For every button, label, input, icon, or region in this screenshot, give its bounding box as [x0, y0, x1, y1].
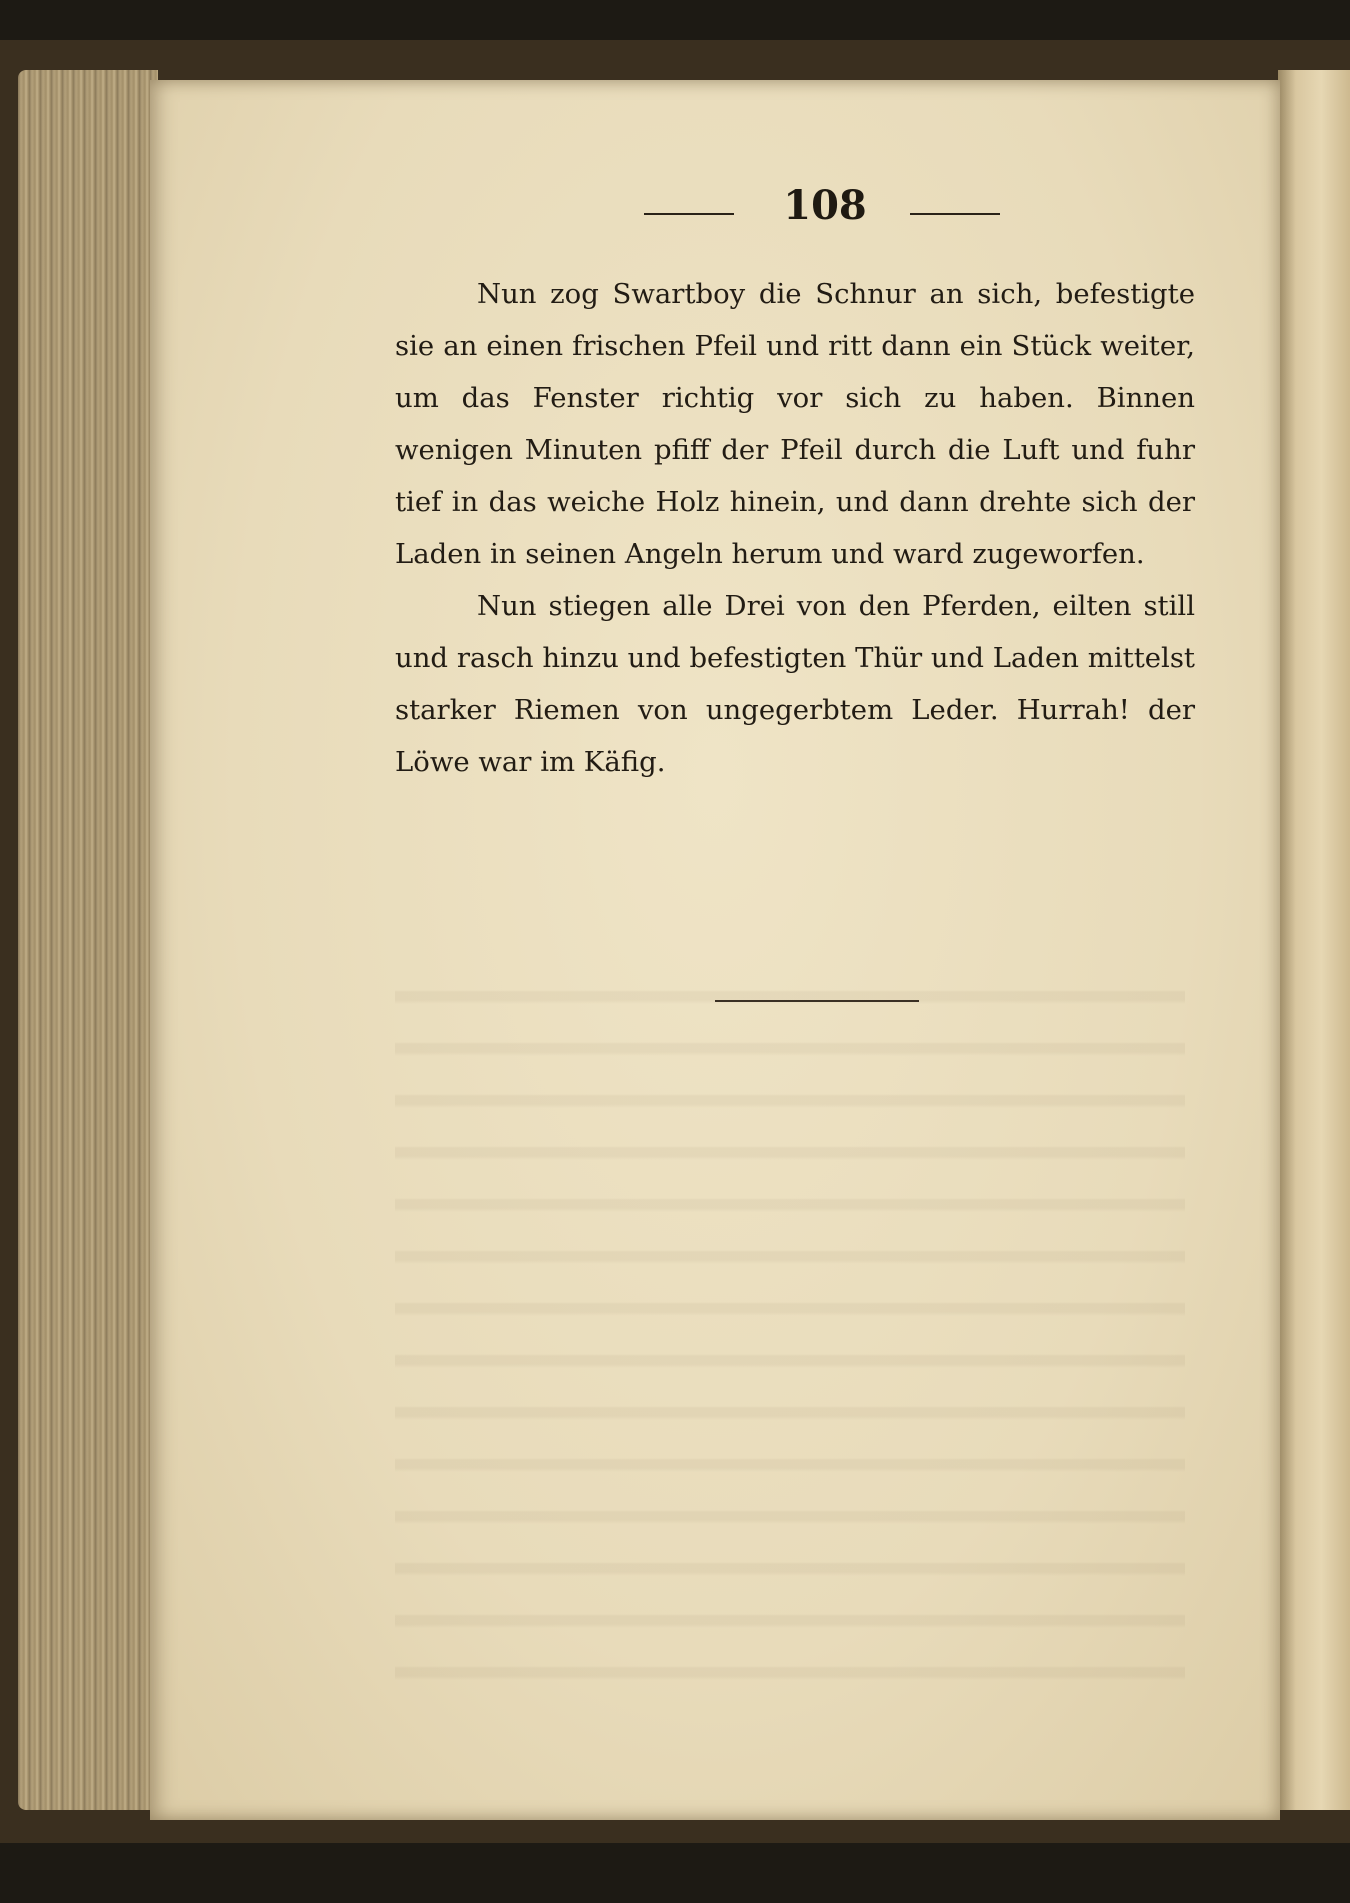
body-text	[395, 268, 1195, 788]
facing-page-edge	[1278, 70, 1350, 1810]
page-number: 108	[783, 182, 867, 229]
paragraph: Nun zog Swartboy die Schnur an sich, befestigte sie an einen frischen Pfeil und ritt dann ein Stück weiter, um das Fenster richtig vor sich zu haben. Binnen wenigen Minuten pfiff der Pfeil durch die Luft und fuhr tief in das weiche Holz hinein, und dann drehte sich der Laden in seinen Angeln herum und ward zugeworfen.	[395, 278, 1195, 570]
chapter-end-rule	[715, 1000, 919, 1002]
show-through-texture	[395, 960, 1185, 1680]
book-page	[150, 80, 1280, 1820]
paragraph: Nun stiegen alle Drei von den Pferden, eilten still und rasch hinzu und befestigten Thür und Laden mittelst starker Riemen von ungegerbtem Leder. Hurrah! der Löwe war im Käfig.	[395, 590, 1195, 778]
page-edges	[18, 70, 158, 1810]
page-header	[150, 182, 1280, 242]
header-rule-right	[910, 213, 1000, 215]
header-rule-left	[644, 213, 734, 215]
